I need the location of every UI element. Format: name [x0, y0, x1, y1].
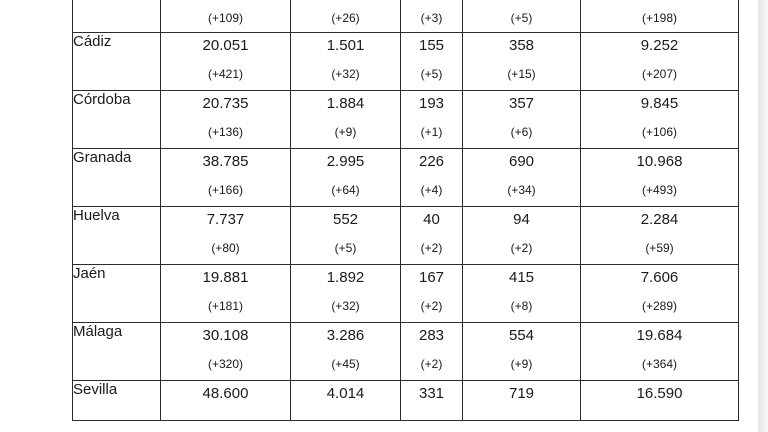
- main-value: 7.606: [640, 269, 679, 286]
- main-value: 1.884: [326, 95, 365, 112]
- delta-value: (+9): [510, 357, 533, 371]
- main-value: 3.286: [326, 327, 365, 344]
- main-value: 9.845: [640, 95, 679, 112]
- delta-value: (+106): [641, 125, 678, 139]
- main-value: 16.590: [636, 385, 683, 402]
- value-cell: [401, 207, 463, 265]
- value-cell: [581, 149, 739, 207]
- delta-value: (+364): [641, 357, 678, 371]
- delta-value: (+80): [211, 241, 240, 255]
- delta-value: (+26): [331, 11, 360, 25]
- main-value: 10.968: [636, 153, 683, 170]
- value-cell: [463, 381, 581, 421]
- main-value: 38.785: [202, 153, 249, 170]
- page-edge-shadow: [758, 0, 768, 432]
- main-value: 2.995: [326, 153, 365, 170]
- province-name: Granada: [73, 149, 161, 207]
- delta-value: (+5): [420, 67, 443, 81]
- province-name-cell: [73, 0, 161, 33]
- main-value: 155: [418, 37, 445, 54]
- value-cell: [291, 265, 401, 323]
- main-value: 1.892: [326, 269, 365, 286]
- main-value: 167: [418, 269, 445, 286]
- delta-value: (+181): [207, 299, 244, 313]
- table-row: [73, 33, 739, 91]
- value-cell: [291, 381, 401, 421]
- main-value: 357: [508, 95, 535, 112]
- delta-value: (+3): [420, 11, 443, 25]
- value-cell: [463, 323, 581, 381]
- delta-value: (+64): [331, 183, 360, 197]
- value-cell: [161, 0, 291, 33]
- delta-value: (+2): [420, 299, 443, 313]
- delta-value: (+493): [641, 183, 678, 197]
- main-value: 193: [418, 95, 445, 112]
- value-cell: [161, 265, 291, 323]
- delta-value: (+45): [331, 357, 360, 371]
- main-value: 20.051: [202, 37, 249, 54]
- delta-value: (+207): [641, 67, 678, 81]
- value-cell: [161, 207, 291, 265]
- table-row: [73, 323, 739, 381]
- main-value: 226: [418, 153, 445, 170]
- table-row: [73, 149, 739, 207]
- table-row: [73, 381, 739, 421]
- delta-value: (+2): [420, 241, 443, 255]
- main-value: 554: [508, 327, 535, 344]
- province-name: Málaga: [73, 323, 161, 381]
- province-name: Cádiz: [73, 33, 161, 91]
- delta-value: (+4): [420, 183, 443, 197]
- delta-value: (+1): [420, 125, 443, 139]
- main-value: 415: [508, 269, 535, 286]
- delta-value: (+421): [207, 67, 244, 81]
- value-cell: [291, 0, 401, 33]
- main-value: 48.600: [202, 385, 249, 402]
- table-row: [73, 0, 739, 33]
- province-name: Córdoba: [73, 91, 161, 149]
- value-cell: [463, 33, 581, 91]
- table-row: [73, 91, 739, 149]
- province-name: Sevilla: [73, 381, 161, 421]
- main-value: 690: [508, 153, 535, 170]
- provinces-table: [72, 0, 739, 421]
- value-cell: [401, 0, 463, 33]
- main-value: 19.881: [202, 269, 249, 286]
- value-cell: [291, 149, 401, 207]
- value-cell: [401, 149, 463, 207]
- value-cell: [581, 0, 739, 33]
- value-cell: [401, 91, 463, 149]
- main-value: 1.501: [326, 37, 365, 54]
- main-value: 2.284: [640, 211, 679, 228]
- value-cell: [161, 381, 291, 421]
- delta-value: (+32): [331, 299, 360, 313]
- province-name: Jaén: [73, 265, 161, 323]
- main-value: 20.735: [202, 95, 249, 112]
- main-value: 719: [508, 385, 535, 402]
- delta-value: (+5): [334, 241, 357, 255]
- value-cell: [161, 33, 291, 91]
- value-cell: [291, 207, 401, 265]
- delta-value: (+9): [334, 125, 357, 139]
- value-cell: [161, 91, 291, 149]
- value-cell: [581, 265, 739, 323]
- delta-value: (+320): [207, 357, 244, 371]
- province-name: Huelva: [73, 207, 161, 265]
- delta-value: (+2): [510, 241, 533, 255]
- value-cell: [401, 323, 463, 381]
- main-value: 40: [423, 211, 440, 228]
- delta-value: (+15): [507, 67, 536, 81]
- value-cell: [161, 323, 291, 381]
- main-value: 9.252: [640, 37, 679, 54]
- value-cell: [401, 33, 463, 91]
- delta-value: (+8): [510, 299, 533, 313]
- value-cell: [401, 381, 463, 421]
- main-value: 30.108: [202, 327, 249, 344]
- delta-value: (+166): [207, 183, 244, 197]
- value-cell: [291, 323, 401, 381]
- main-value: 7.737: [206, 211, 245, 228]
- value-cell: [581, 207, 739, 265]
- main-value: 94: [513, 211, 530, 228]
- value-cell: [291, 91, 401, 149]
- value-cell: [401, 265, 463, 323]
- delta-value: (+6): [510, 125, 533, 139]
- value-cell: [463, 91, 581, 149]
- delta-value: (+109): [207, 11, 244, 25]
- main-value: 4.014: [326, 385, 365, 402]
- value-cell: [161, 149, 291, 207]
- delta-value: (+198): [641, 11, 678, 25]
- value-cell: [463, 149, 581, 207]
- main-value: 358: [508, 37, 535, 54]
- main-value: 331: [418, 385, 445, 402]
- value-cell: [581, 33, 739, 91]
- value-cell: [463, 265, 581, 323]
- delta-value: (+136): [207, 125, 244, 139]
- main-value: 283: [418, 327, 445, 344]
- value-cell: [581, 381, 739, 421]
- value-cell: [463, 0, 581, 33]
- table-row: [73, 265, 739, 323]
- delta-value: (+32): [331, 67, 360, 81]
- delta-value: (+59): [645, 241, 674, 255]
- value-cell: [581, 323, 739, 381]
- value-cell: [581, 91, 739, 149]
- table-row: [73, 207, 739, 265]
- delta-value: (+5): [510, 11, 533, 25]
- value-cell: [463, 207, 581, 265]
- main-value: 19.684: [636, 327, 683, 344]
- main-value: 552: [332, 211, 359, 228]
- delta-value: (+2): [420, 357, 443, 371]
- delta-value: (+34): [507, 183, 536, 197]
- delta-value: (+289): [641, 299, 678, 313]
- value-cell: [291, 33, 401, 91]
